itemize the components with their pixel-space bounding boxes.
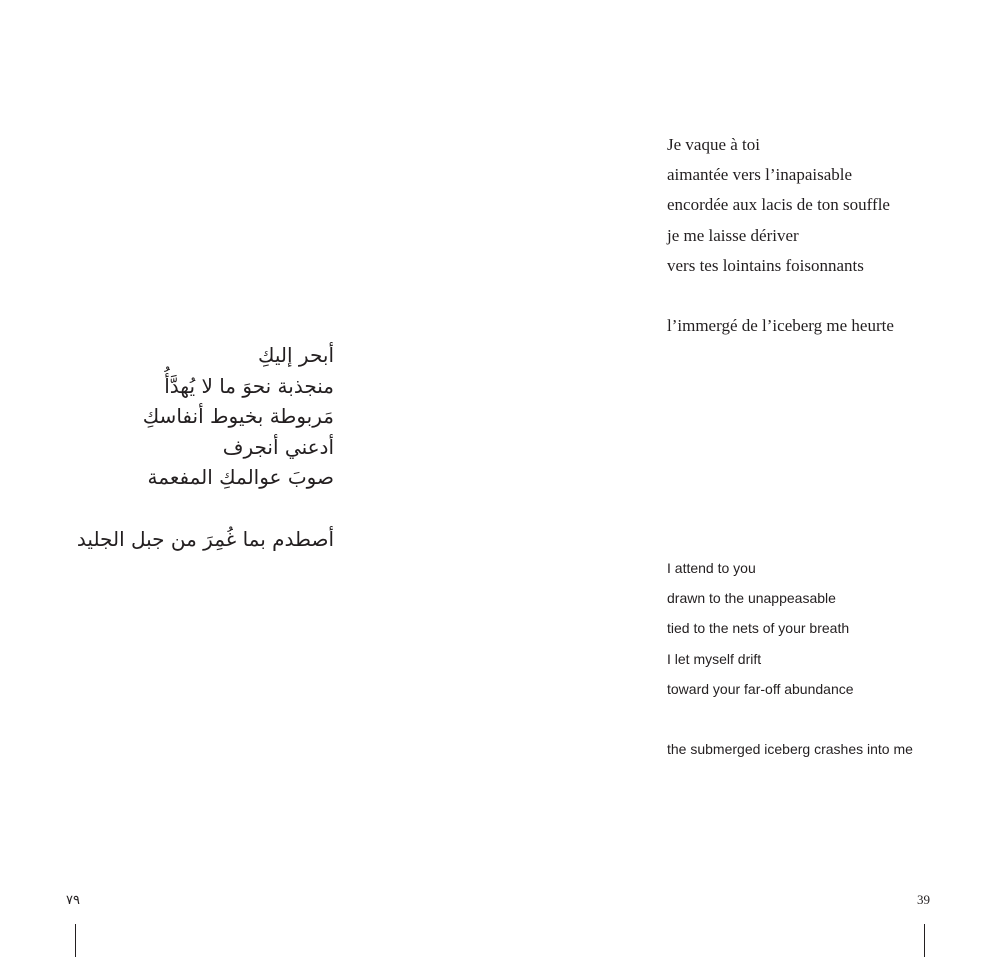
arabic-line: أبحر إليكِ [258,343,334,367]
english-line: the submerged iceberg crashes into me [667,740,913,757]
english-line: toward your far-off abundance [667,680,854,697]
arabic-line: منجذبة نحوَ ما لا يُهدَّأُ [164,373,334,398]
stanza-break [77,493,334,524]
stanza-break [667,707,913,737]
english-poem [667,556,913,767]
english-line: I attend to you [667,560,756,576]
arabic-line: صوبَ عوالمكِ المفعمة [147,465,334,489]
french-line: je me laisse dériver [667,225,799,245]
french-line: aimantée vers l’inapaisable [667,165,853,185]
arabic-line: مَربوطة بخيوط أنفاسكِ [142,404,334,428]
stanza-break [667,282,894,312]
french-line: vers tes lointains foisonnants [667,255,864,275]
arabic-line: أدعني أنجرف [222,434,334,459]
french-line: encordée aux lacis de ton souffle [667,195,890,215]
arabic-poem [77,340,334,554]
french-line: Je vaque à toi [667,135,760,154]
page-number-right: 39 [917,892,930,907]
english-line: I let myself drift [667,650,762,667]
arabic-line: أصطدم بما غُمِرَ من جبل الجليد [76,526,334,551]
crop-mark-left [75,924,76,957]
english-line: tied to the nets of your breath [667,620,850,637]
french-poem [667,131,894,342]
page-number-left: ٧٩ [66,892,80,907]
english-line: drawn to the unappeasable [667,590,836,607]
right-page [500,0,1000,967]
french-line: l’immergé de l’iceberg me heurte [667,315,894,335]
crop-mark-right [924,924,925,957]
